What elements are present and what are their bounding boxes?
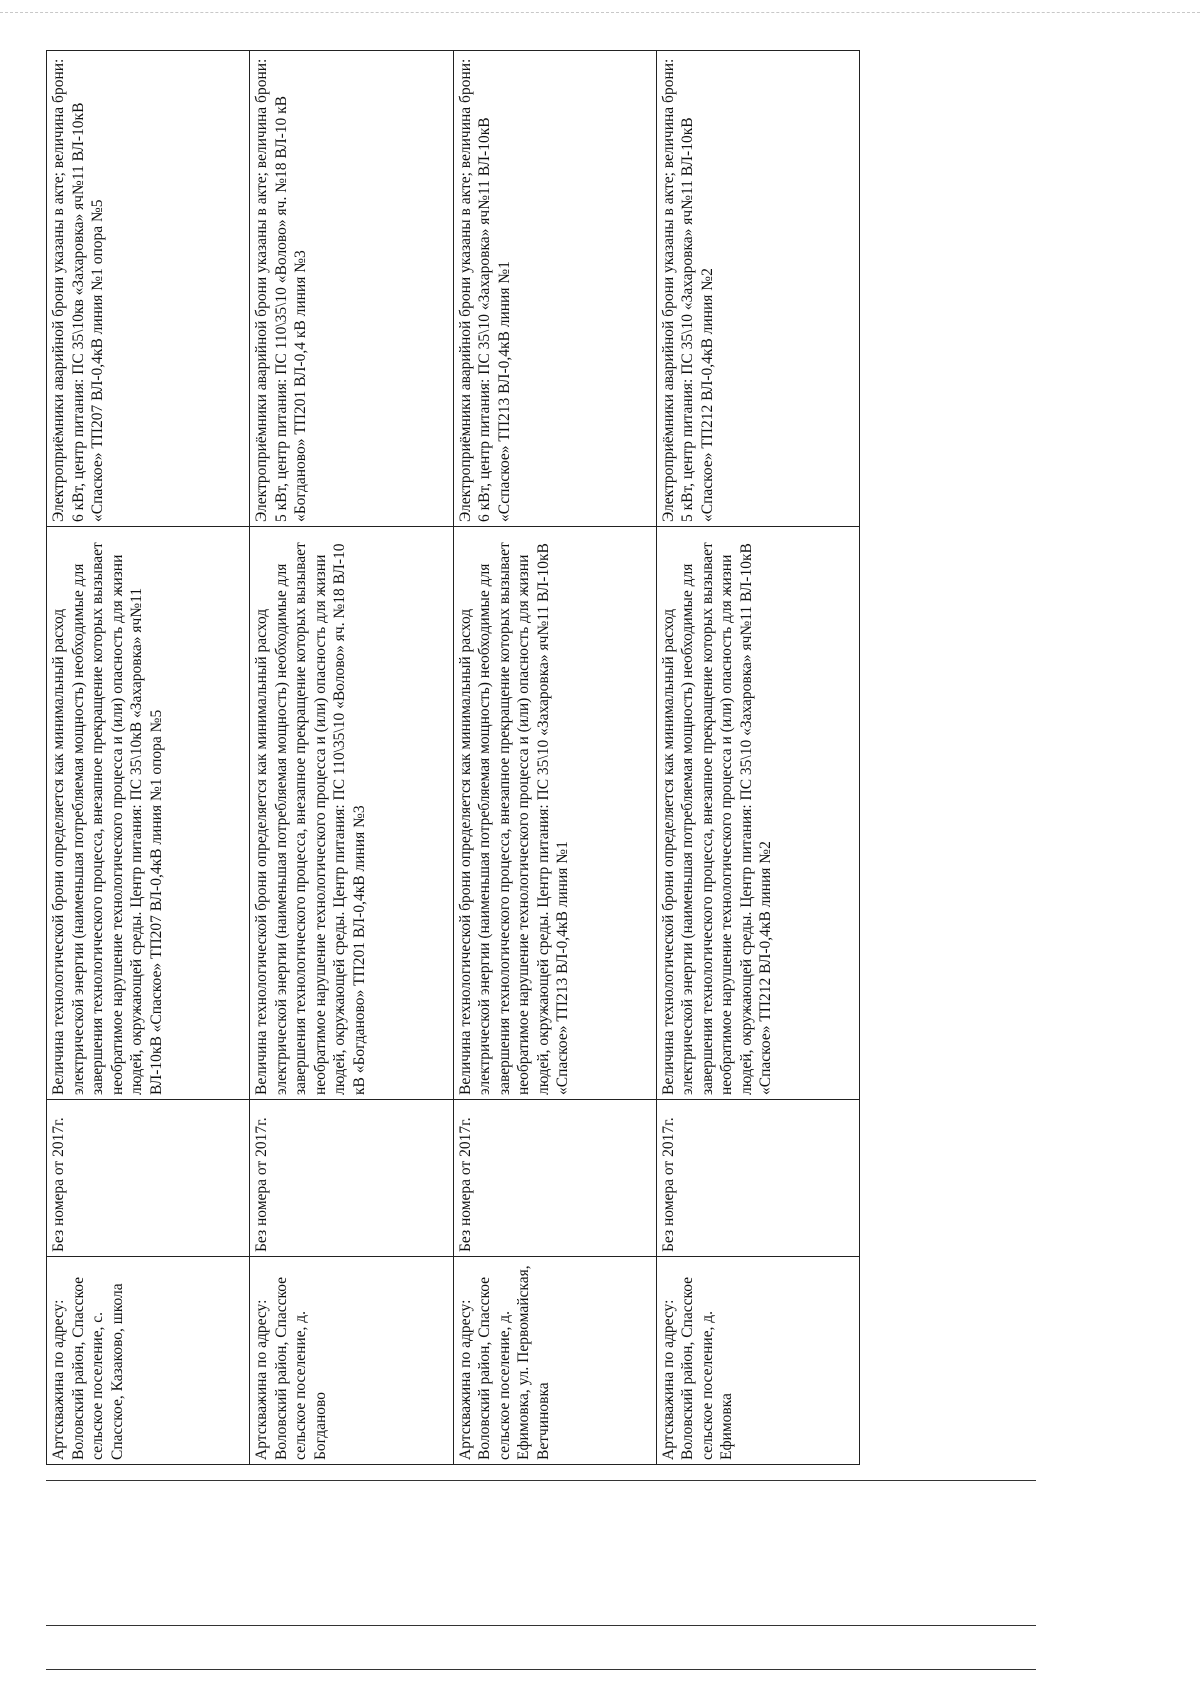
tech-reserve-cell: Величина технологической брони определяется как минимальный расход электрической энергии (наименьшая потребляемая мощность) необходимые для завершения технологического процесса, внезапное прекращение которых вызывает необратимое нарушение технологического процесса и (или) опасность для жизни людей, окружающей среды. Центр питания: ПС 35\10 «Захаровка» яч№11 ВЛ-10кВ «Спаское» ТП213 ВЛ-0,4кВ линия №1 xyxy=(453,527,656,1100)
act-cell: Без номера от 2017г. xyxy=(250,1100,453,1257)
separator-line xyxy=(46,1480,1036,1481)
emergency-reserve-cell: Электроприёмники аварийной брони указаны в акте; величина брони: 6 кВт, центр питания: ПС 35\10кв «Захаровка» яч№11 ВЛ-10кВ «Спаское» ТП207 ВЛ-0,4кВ линия №1 опора №5 xyxy=(47,51,250,527)
act-cell: Без номера от 2017г. xyxy=(656,1100,859,1257)
tech-reserve-cell: Величина технологической брони определяется как минимальный расход электрической энергии (наименьшая потребляемая мощность) необходимые для завершения технологического процесса, внезапное прекращение которых вызывает необратимое нарушение технологического процесса и (или) опасность для жизни людей, окружающей среды. Центр питания: ПС 110\35\10 «Волово» яч. №18 ВЛ-10 кВ «Богданово» ТП201 ВЛ-0,4кВ линия №3 xyxy=(250,527,453,1100)
object-address-cell: Артскважина по адресу: Воловский район, Спасское сельское поселение, д. Ефимовка xyxy=(656,1257,859,1465)
table-row xyxy=(250,51,453,1465)
emergency-reserve-cell: Электроприёмники аварийной брони указаны в акте; величина брони: 6 кВт, центр питания: ПС 35\10 «Захаровка» яч№11 ВЛ-10кВ «Сспаское» ТП213 ВЛ-0,4кВ линия №1 xyxy=(453,51,656,527)
separator-line xyxy=(46,1625,1036,1626)
reserve-table xyxy=(46,51,860,1465)
table-row xyxy=(453,51,656,1465)
table-row xyxy=(47,51,250,1465)
act-cell: Без номера от 2017г. xyxy=(47,1100,250,1257)
object-address-cell: Артскважина по адресу: Воловский район, Спасское сельское поселение, д. Ефимовка, ул. Первомайская, Ветчиновка xyxy=(453,1257,656,1465)
tech-reserve-cell: Величина технологической брони определяется как минимальный расход электрической энергии (наименьшая потребляемая мощность) необходимые для завершения технологического процесса, внезапное прекращение которых вызывает необратимое нарушение технологического процесса и (или) опасность для жизни людей, окружающей среды. Центр питания: ПС 35\10 «Захаровка» яч№11 ВЛ-10кВ «Спаское» ТП212 ВЛ-0,4кВ линия №2 xyxy=(656,527,859,1100)
table-row xyxy=(656,51,859,1465)
act-cell: Без номера от 2017г. xyxy=(453,1100,656,1257)
emergency-reserve-cell: Электроприёмники аварийной брони указаны в акте; величина брони: 5 кВт, центр питания: ПС 35\10 «Захаровка» яч№11 ВЛ-10кВ «Спаское» ТП212 ВЛ-0,4кВ линия №2 xyxy=(656,51,859,527)
separator-line xyxy=(46,1669,1036,1670)
object-address-cell: Артскважина по адресу: Воловский район, Спасское сельское поселение, с. Спасское, Казаково, школа xyxy=(47,1257,250,1465)
object-address-cell: Артскважина по адресу: Воловский район, Спасское сельское поселение, д. Богданово xyxy=(250,1257,453,1465)
emergency-reserve-cell: Электроприёмники аварийной брони указаны в акте; величина брони: 5 кВт, центр питания: ПС 110\35\10 «Волово» яч. №18 ВЛ-10 кВ «Богданово» ТП201 ВЛ-0,4 кВ линия №3 xyxy=(250,51,453,527)
tech-reserve-cell: Величина технологической брони определяется как минимальный расход электрической энергии (наименьшая потребляемая мощность) необходимые для завершения технологического процесса, внезапное прекращение которых вызывает необратимое нарушение технологического процесса и (или) опасность для жизни людей, окружающей среды. Центр питания: ПС 35\10кВ «Захаровка» яч№11 ВЛ-10кВ «Спаское» ТП207 ВЛ-0,4кВ линия №1 опора №5 xyxy=(47,527,250,1100)
page-top-edge xyxy=(0,12,1200,13)
